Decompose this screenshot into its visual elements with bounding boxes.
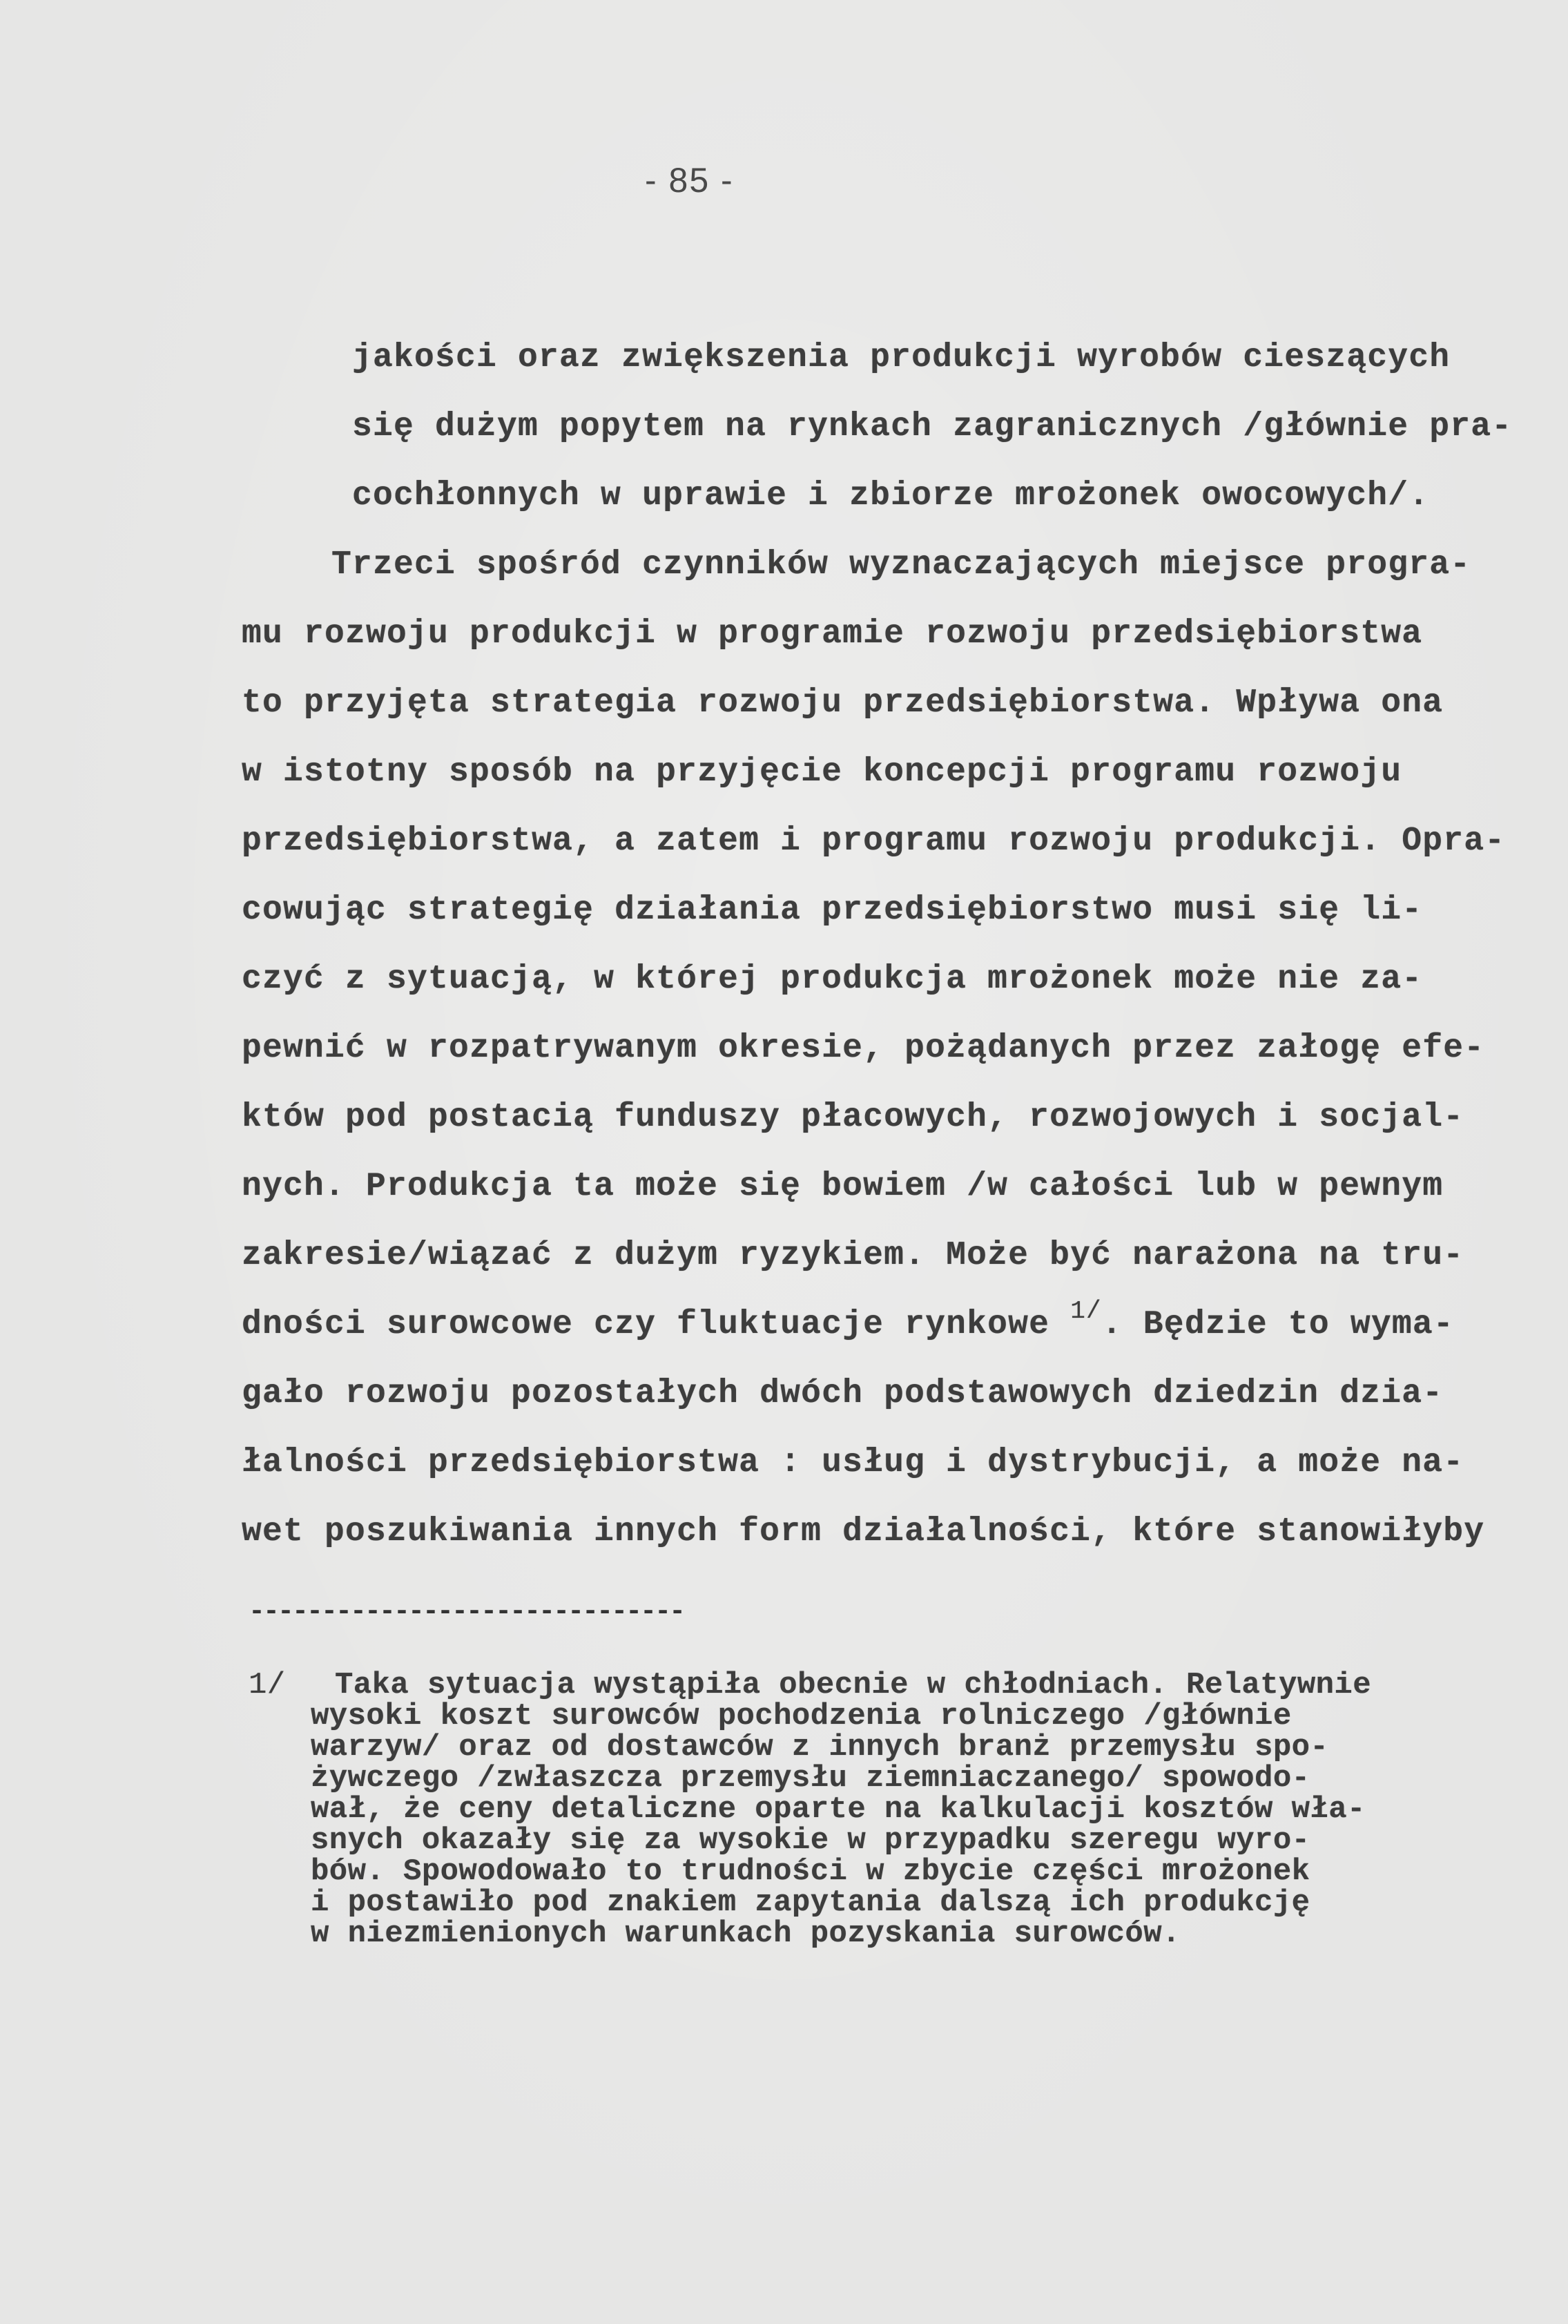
body-line: się dużym popytem na rynkach zagranicznych /głównie pra- [352, 408, 1513, 445]
body-line: przedsiębiorstwa, a zatem i programu rozwoju produkcji. Opra- [242, 823, 1506, 860]
body-line-with-footnote-ref [242, 1297, 1554, 1366]
footnote-line: i postawiło pod znakiem zapytania dalszą ich produkcję [311, 1885, 1310, 1920]
body-line: cowując strategię działania przedsiębiorstwo musi się li- [242, 892, 1423, 929]
footnote-line: wał, że ceny detaliczne oparte na kalkulacji kosztów wła- [311, 1792, 1366, 1827]
body-line: to przyjęta strategia rozwoju przedsiębiorstwa. Wpływa ona [242, 684, 1444, 722]
footnote-reference[interactable]: 1/ [1070, 1297, 1102, 1325]
body-line: zakresie/wiązać z dużym ryzykiem. Może być narażona na tru- [242, 1237, 1464, 1274]
page-number: - 85 - [645, 161, 734, 200]
footnote-line [249, 1670, 1560, 1701]
footnote-line: żywczego /zwłaszcza przemysłu ziemniaczanego/ spowodo- [311, 1761, 1310, 1796]
footnote-marker: 1/ [249, 1668, 286, 1702]
footnote-line: warzyw/ oraz od dostawców z innych branż przemysłu spo- [311, 1730, 1329, 1765]
body-line: jakości oraz zwiększenia produkcji wyrobów cieszących [352, 339, 1451, 376]
footnote-separator: ------------------------------ [249, 1597, 684, 1628]
footnote-line: bów. Spowodowało to trudności w zbycie części mrożonek [311, 1854, 1310, 1889]
footnote [249, 1670, 1560, 1950]
footnote-line: wysoki koszt surowców pochodzenia rolniczego /głównie [311, 1699, 1292, 1734]
body-line: czyć z sytuacją, w której produkcja mrożonek może nie za- [242, 961, 1423, 998]
body-line: gało rozwoju pozostałych dwóch podstawowych dziedzin dzia- [242, 1375, 1444, 1412]
body-line: mu rozwoju produkcji w programie rozwoju przedsiębiorstwa [242, 615, 1423, 653]
footnote-line: snych okazały się za wysokie w przypadku szeregu wyro- [311, 1823, 1310, 1858]
body-line: cochłonnych w uprawie i zbiorze mrożonek owocowych/. [352, 477, 1430, 515]
body-line-text: dności surowcowe czy fluktuacje rynkowe [242, 1306, 1071, 1343]
footnote-text: Taka sytuacja wystąpiła obecnie w chłodniach. Relatywnie [335, 1668, 1372, 1702]
body-line: w istotny sposób na przyjęcie koncepcji programu rozwoju [242, 753, 1402, 791]
body-line: któw pod postacią funduszy płacowych, rozwojowych i socjal- [242, 1099, 1464, 1136]
body-line: pewnić w rozpatrywanym okresie, pożądanych przez załogę efe- [242, 1030, 1485, 1067]
body-text [242, 330, 1554, 1573]
body-line-text: . Będzie to wyma- [1101, 1306, 1454, 1343]
body-line: łalności przedsiębiorstwa : usług i dystrybucji, a może na- [242, 1444, 1464, 1481]
footnote-line: w niezmienionych warunkach pozyskania surowców. [311, 1917, 1181, 1951]
paragraph-start-line: Trzeci spośród czynników wyznaczających miejsce progra- [331, 546, 1471, 584]
body-line: nych. Produkcja ta może się bowiem /w całości lub w pewnym [242, 1168, 1444, 1205]
body-line: wet poszukiwania innych form działalności, które stanowiłyby [242, 1513, 1485, 1550]
